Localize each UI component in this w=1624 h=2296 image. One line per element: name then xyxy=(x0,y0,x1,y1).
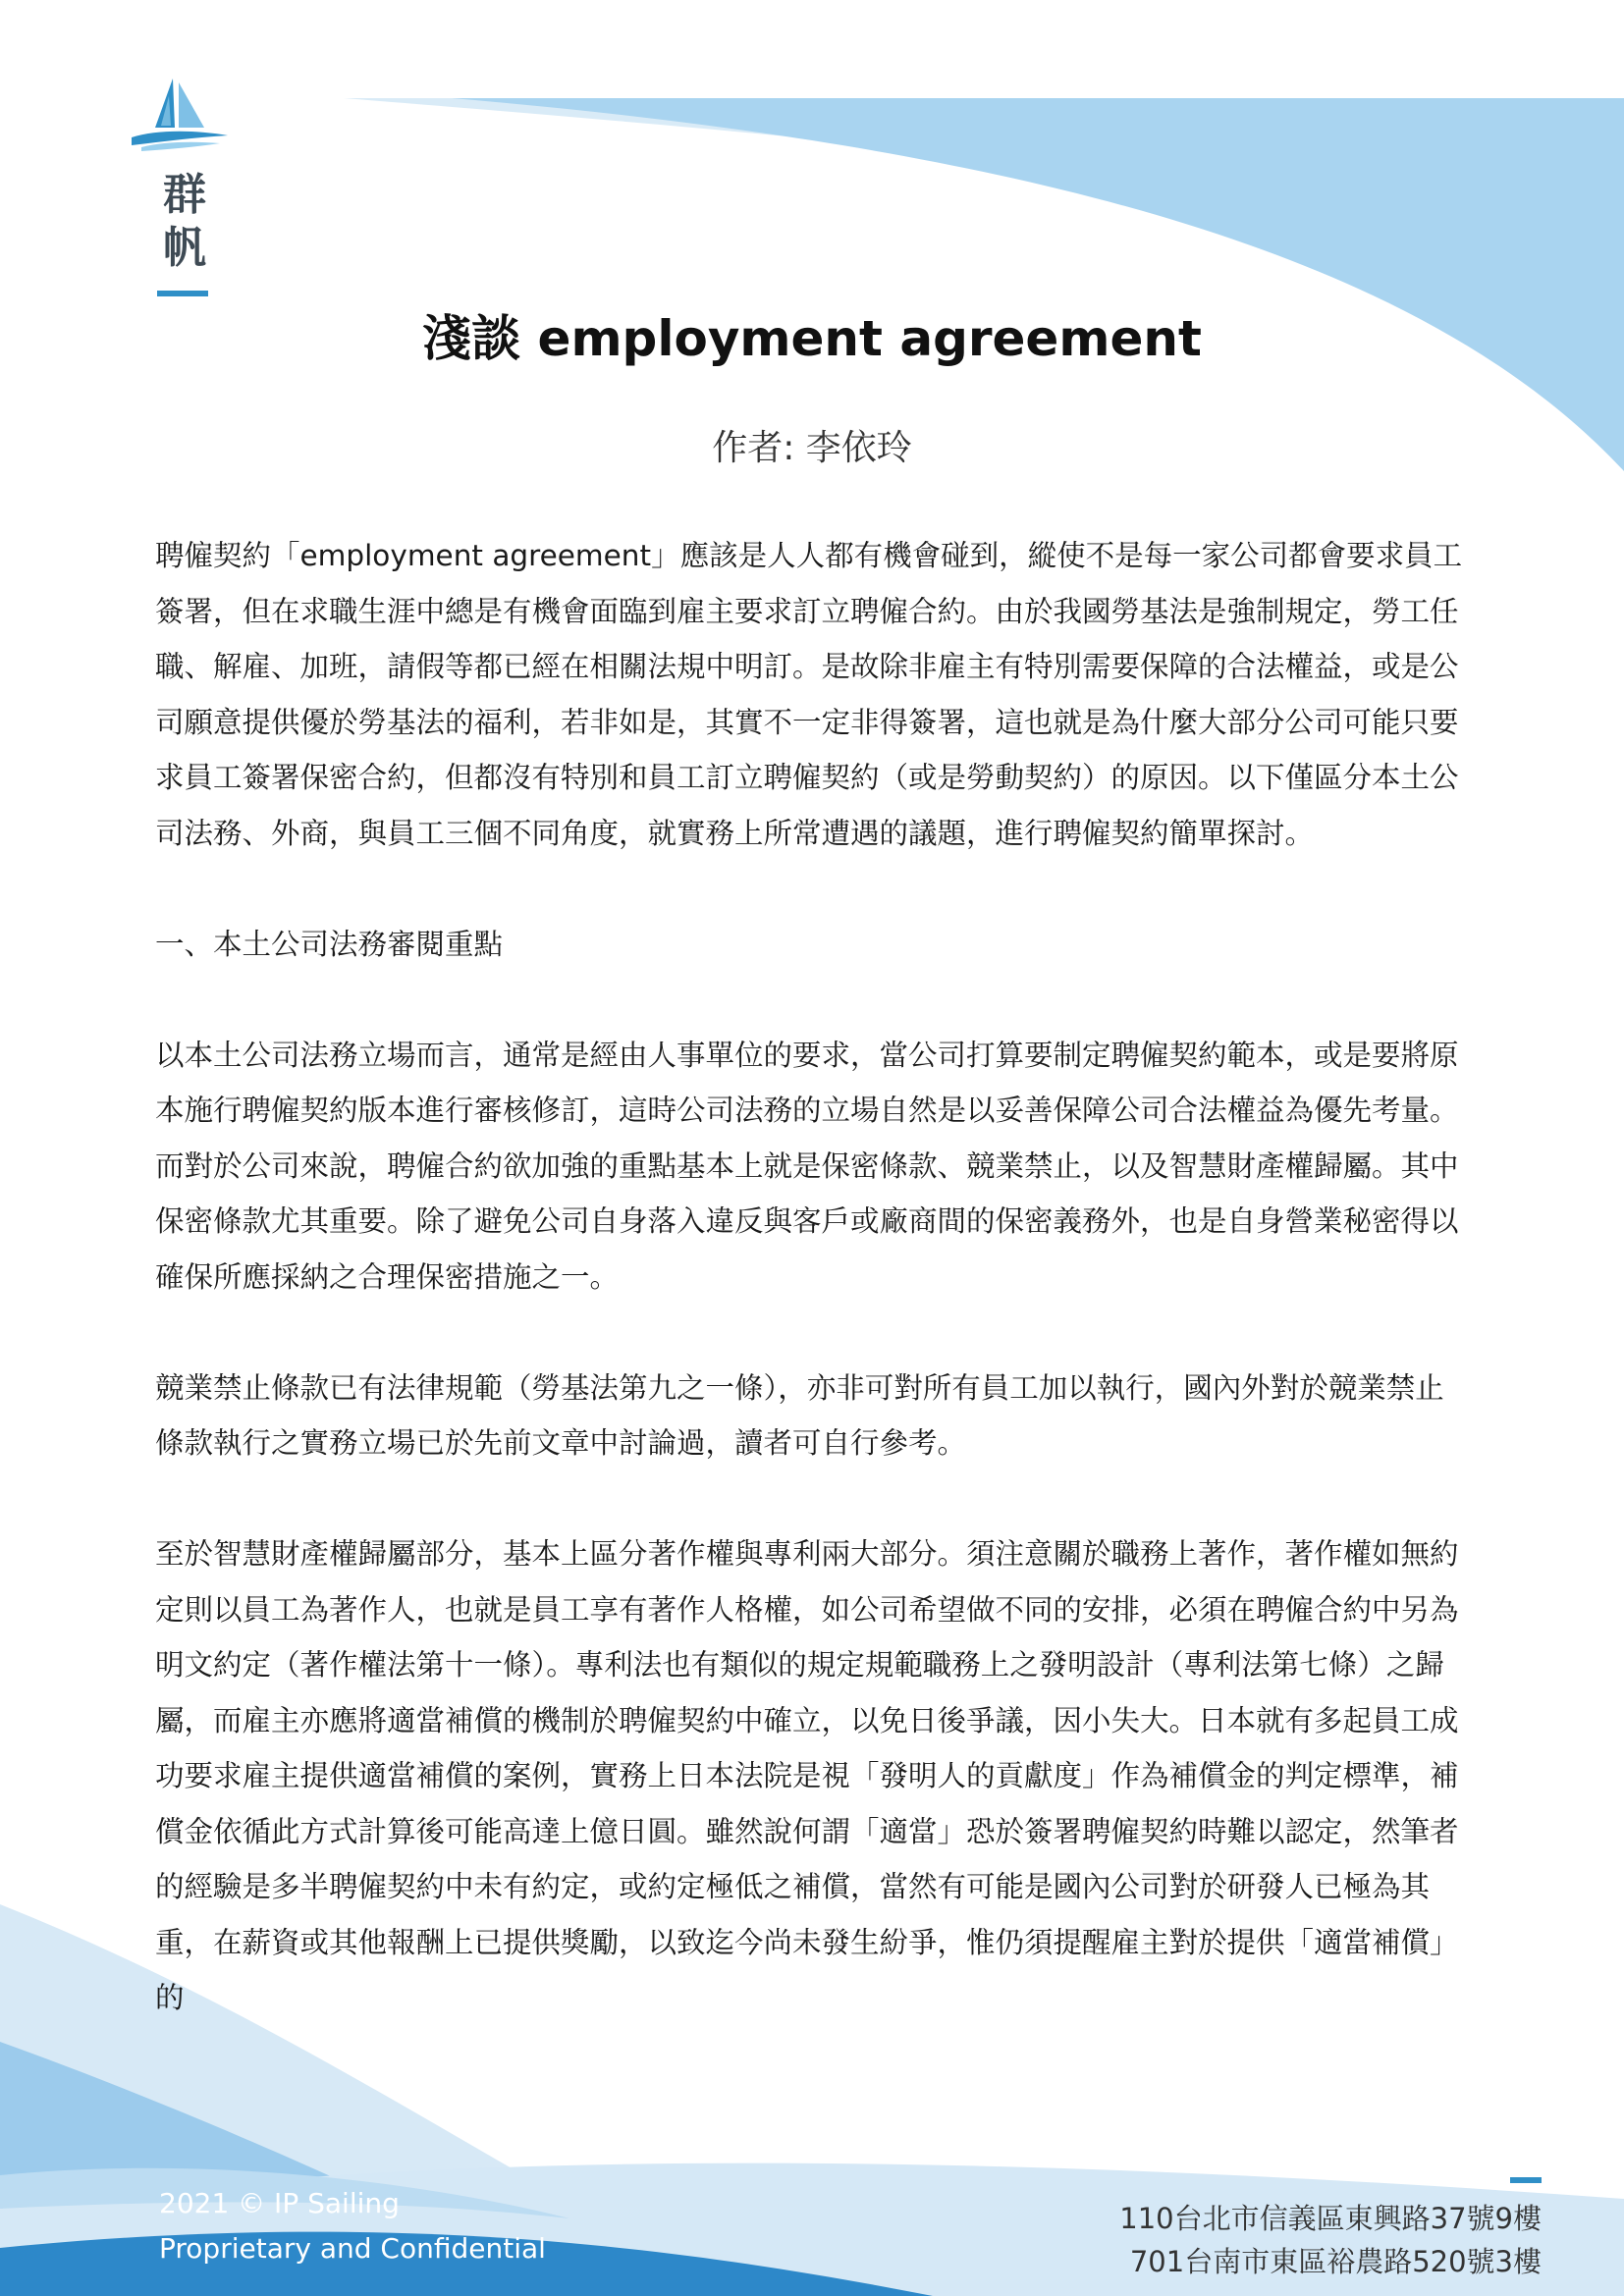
section-heading: 一、本土公司法務審閱重點 xyxy=(155,927,504,961)
brand-name-line2: 帆 xyxy=(163,223,206,273)
article-body xyxy=(155,528,1471,2026)
brand-name-line1: 群 xyxy=(163,170,206,220)
address-taipei: 110台北市信義區東興路37號9樓 xyxy=(1119,2202,1542,2235)
footer-address-block xyxy=(1119,2197,1542,2283)
footer-accent-dash xyxy=(1510,2177,1542,2183)
address-tainan: 701台南市東區裕農路520號3樓 xyxy=(1129,2245,1542,2278)
footer-copyright-block xyxy=(159,2181,546,2271)
author-line: 作者: 李依玲 xyxy=(712,428,912,468)
top-wave-dark xyxy=(452,98,1624,471)
confidential-text: Proprietary and Confidential xyxy=(159,2232,546,2265)
sailboat-icon xyxy=(126,77,234,155)
brand-name xyxy=(155,169,214,275)
body-paragraph: 至於智慧財產權歸屬部分，基本上區分著作權與專利兩大部分。須注意關於職務上著作，著作權如無約定則以員工為著作人，也就是員工享有著作人格權，如公司希望做不同的安排，必須在聘僱合約中另為明文約定（著作權法第十一條）。專利法也有類似的規定規範職務上之發明設計（專利法第七條）之歸屬，而雇主亦應將適當補償的機制於聘僱契約中確立，以免日後爭議，因小失大。日本就有多起員工成功要求雇主提供適當補償的案例，實務上日本法院是視「發明人的貢獻度」作為補償金的判定標準，補償金依循此方式計算後可能高達上億日圓。雖然說何謂「適當」恐於簽署聘僱契約時難以認定，然筆者的經驗是多半聘僱契約中未有約定，或約定極低之補償，當然有可能是國內公司對於研發人已極為其重，在薪資或其他報酬上已提供獎勵，以致迄今尚未發生紛爭，惟仍須提醒雇主對於提供「適當補償」的 xyxy=(155,1537,1459,2014)
brand-accent-bar xyxy=(157,291,208,296)
intro-paragraph: 聘僱契約「employment agreement」應該是人人都有機會碰到，縱使不是每一家公司都會要求員工簽署，但在求職生涯中總是有機會面臨到雇主要求訂立聘僱合約。由於我國勞基法是強制規定，勞工任職、解雇、加班，請假等都已經在相關法規中明訂。是故除非雇主有特別需要保障的合法權益，或是公司願意提供優於勞基法的福利，若非如是，其實不一定非得簽署，這也就是為什麼大部分公司可能只要求員工簽署保密合約，但都沒有特別和員工訂立聘僱契約（或是勞動契約）的原因。以下僅區分本土公司法務、外商，與員工三個不同角度，就實務上所常遭遇的議題，進行聘僱契約簡單探討。 xyxy=(155,539,1463,850)
body-paragraph: 以本土公司法務立場而言，通常是經由人事單位的要求，當公司打算要制定聘僱契約範本，或是要將原本施行聘僱契約版本進行審核修訂，這時公司法務的立場自然是以妥善保障公司合法權益為優先考量。而對於公司來說，聘僱合約欲加強的重點基本上就是保密條款、競業禁止，以及智慧財產權歸屬。其中保密條款尤其重要。除了避免公司自身落入違反與客戶或廠商間的保密義務外，也是自身營業秘密得以確保所應採納之合理保密措施之一。 xyxy=(155,1038,1459,1294)
body-paragraph: 競業禁止條款已有法律規範（勞基法第九之一條），亦非可對所有員工加以執行，國內外對於競業禁止條款執行之實務立場已於先前文章中討論過，讀者可自行參考。 xyxy=(155,1370,1444,1460)
page-title: 淺談 employment agreement xyxy=(422,310,1202,367)
copyright-text: 2021 © IP Sailing xyxy=(159,2187,400,2219)
